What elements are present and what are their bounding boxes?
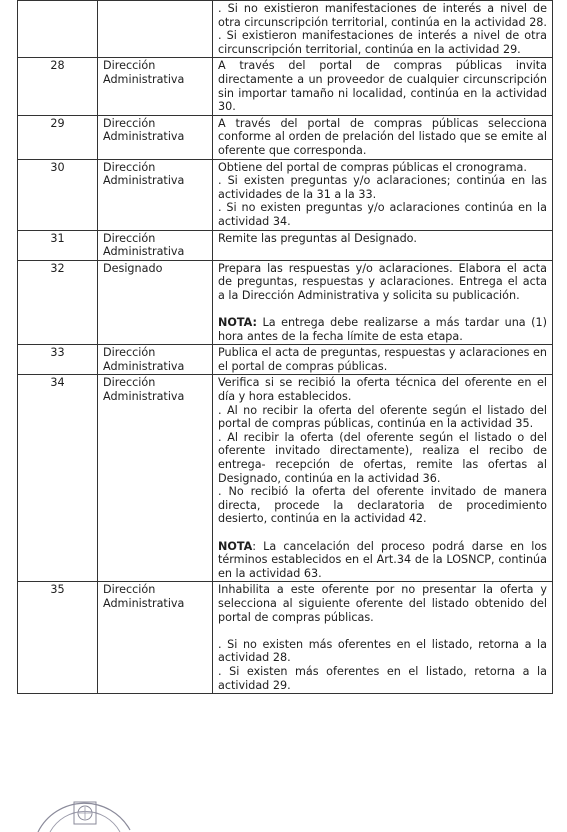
description-paragraph: . Si existen preguntas y/o aclaraciones; continúa en las actividades de la 31 a la 33. [218, 174, 547, 201]
responsible-area: Dirección Administrativa [98, 230, 213, 260]
description-paragraph [218, 624, 547, 638]
description-paragraph: . Si existen más oferentes en el listado, retorna a la actividad 29. [218, 664, 547, 692]
activity-description [213, 1, 553, 58]
procedure-row [18, 115, 553, 159]
procedure-row [18, 345, 553, 375]
description-paragraph: A través del portal de compras públicas selecciona conforme al orden de prelación del listado que se emite al oferente que corresponda. [218, 116, 547, 157]
activity-number: 31 [18, 230, 98, 260]
description-paragraph: . No recibió la oferta del oferente invitado de manera directa, procede la declaratoria de procedimiento desierto, continúa en la actividad 42. [218, 485, 547, 526]
description-paragraph: Publica el acta de preguntas, respuestas y aclaraciones en el portal de compras públicas. [218, 346, 547, 373]
activity-description [213, 345, 553, 375]
activity-description [213, 58, 553, 115]
description-paragraph: . Al recibir la oferta (del oferente según el listado o del oferente invitado directamente), realiza el recibo de entrega- recepción de ofertas, remite las ofertas al Designado, continúa en la actividad 36. [218, 430, 547, 485]
activity-number: 28 [18, 58, 98, 115]
responsible-area: Designado [98, 260, 213, 345]
activity-number: 34 [18, 375, 98, 582]
description-paragraph: . Si no existen más oferentes en el listado, retorna a la actividad 28. [218, 637, 547, 665]
procedure-table [17, 0, 553, 694]
note-spacer [218, 302, 547, 316]
activity-description [213, 230, 553, 260]
activity-description [213, 159, 553, 230]
activity-number [18, 1, 98, 58]
responsible-area [98, 1, 213, 58]
procedure-row [18, 582, 553, 694]
note-paragraph [218, 316, 547, 343]
note-text: : La cancelación del proceso podrá darse en los términos establecidos en el Art.34 de la LOSNCP, continúa en la actividad 63. [218, 539, 547, 580]
responsible-area: Dirección Administrativa [98, 375, 213, 582]
note-label: NOTA [218, 539, 253, 553]
activity-number: 33 [18, 345, 98, 375]
procedure-row [18, 375, 553, 582]
note-label: NOTA: [218, 316, 257, 330]
description-paragraph: . Si no existieron manifestaciones de interés a nivel de otra circunscripción territorial, continúa en la actividad 28. [218, 2, 547, 29]
description-paragraph: Prepara las respuestas y/o aclaraciones. Elabora el acta de preguntas, respuestas y aclaraciones. Entrega el acta a la Dirección Administrativa y solicita su publicación. [218, 261, 547, 302]
activity-description [213, 260, 553, 345]
activity-number: 30 [18, 159, 98, 230]
note-spacer [218, 526, 547, 540]
note-paragraph [218, 540, 547, 581]
description-paragraph: . Si no existen preguntas y/o aclaraciones continúa en la actividad 34. [218, 201, 547, 228]
procedure-row [18, 58, 553, 115]
procedure-row [18, 230, 553, 260]
official-seal-stamp [30, 772, 140, 832]
activity-number: 29 [18, 115, 98, 159]
procedure-row [18, 260, 553, 345]
activity-description [213, 582, 553, 694]
description-paragraph: . Al no recibir la oferta del oferente según el listado del portal de compras públicas, continúa en la actividad 35. [218, 403, 547, 431]
responsible-area: Dirección Administrativa [98, 582, 213, 694]
responsible-area: Dirección Administrativa [98, 345, 213, 375]
description-paragraph: Obtiene del portal de compras públicas el cronograma. [218, 160, 527, 174]
activity-description [213, 115, 553, 159]
activity-number: 32 [18, 260, 98, 345]
note-text: La entrega debe realizarse a más tardar una (1) hora antes de la fecha límite de esta etapa. [218, 316, 547, 343]
responsible-area: Dirección Administrativa [98, 115, 213, 159]
responsible-area: Dirección Administrativa [98, 58, 213, 115]
description-paragraph: Inhabilita a este oferente por no presentar la oferta y selecciona al siguiente oferente del listado obtenido del portal de compras públicas. [218, 583, 547, 624]
activity-number: 35 [18, 582, 98, 694]
description-paragraph: Remite las preguntas al Designado. [218, 231, 417, 245]
activity-description [213, 375, 553, 582]
description-paragraph: Verifica si se recibió la oferta técnica del oferente en el día y hora establecidos. [218, 376, 547, 404]
description-paragraph: A través del portal de compras públicas invita directamente a un proveedor de cualquier circunscripción sin importar tamaño ni localidad, continúa en la actividad 30. [218, 59, 547, 114]
procedure-row [18, 159, 553, 230]
responsible-area: Dirección Administrativa [98, 159, 213, 230]
procedure-table-body [18, 1, 553, 694]
description-paragraph: . Si existieron manifestaciones de interés a nivel de otra circunscripción territorial, continúa en la actividad 29. [218, 29, 547, 56]
procedure-row [18, 1, 553, 58]
